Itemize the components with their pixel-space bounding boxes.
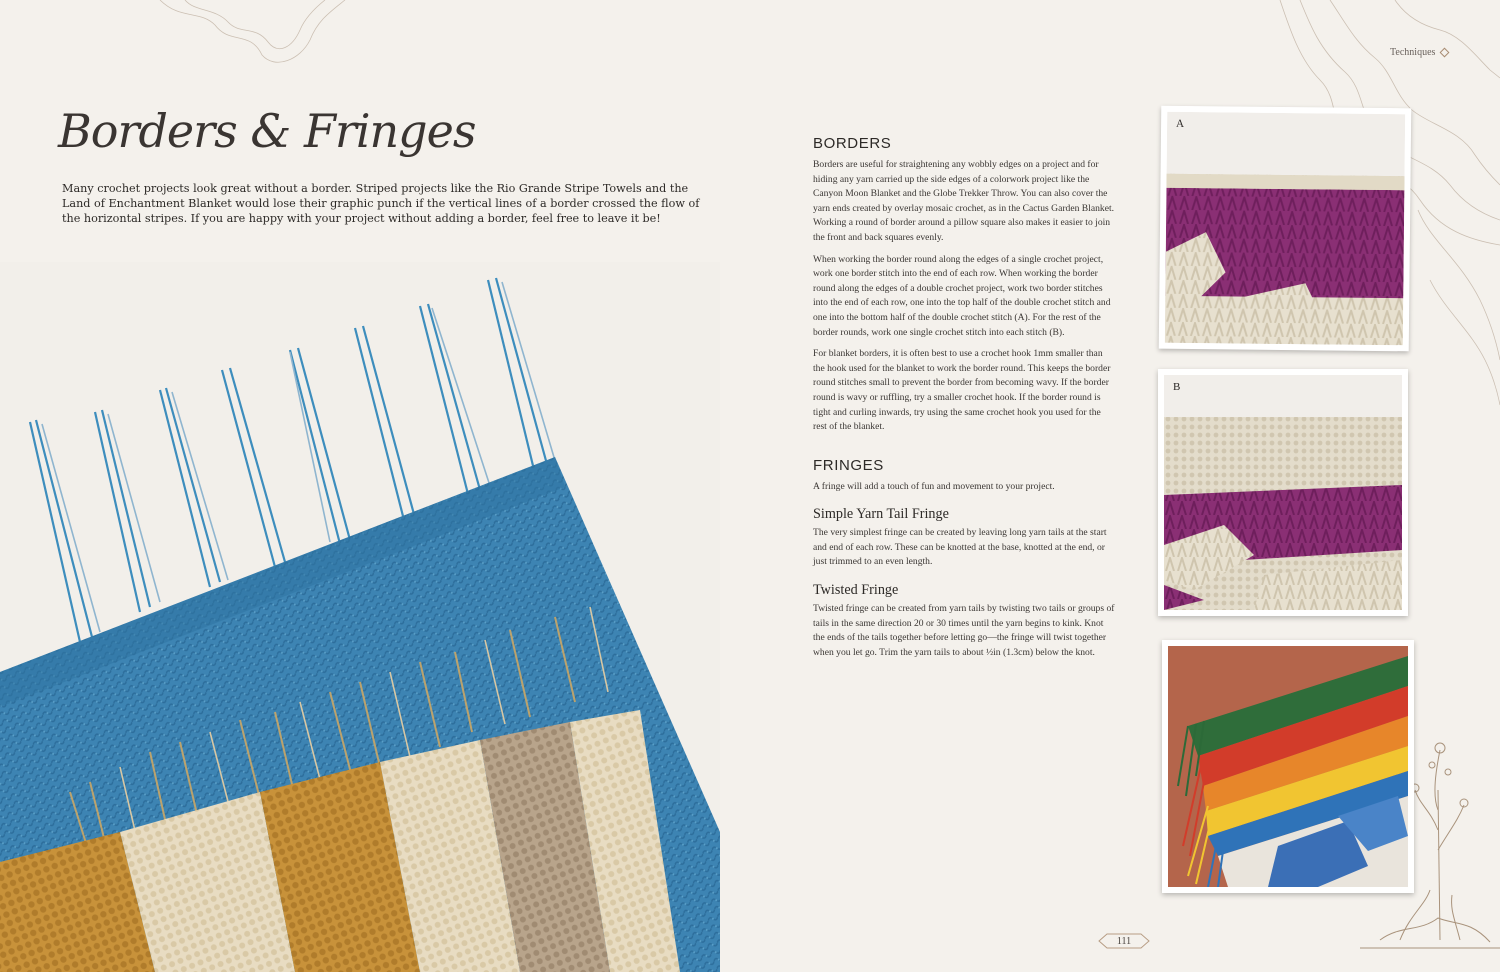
diamond-icon (1440, 48, 1450, 58)
intro-paragraph: Many crochet projects look great without a border. Striped projects like the Rio Grande Stripe Towels and the Land of Enchantment Blanket would lose their graphic punch if the vertical lines of a border crossed the flow of the horizontal stripes. If you are happy with your project without adding a border, feel free to leave it be! (62, 182, 700, 226)
photo-card-b (1158, 369, 1408, 616)
page-number (1097, 930, 1151, 952)
photo-card-c (1162, 640, 1414, 893)
page-number-text: 111 (1116, 935, 1132, 947)
borders-heading: BORDERS (813, 135, 892, 152)
photo-label-a: A (1176, 117, 1185, 130)
border-sample-b-photo (1164, 375, 1402, 610)
blanket-fringe-photo (0, 262, 720, 972)
simple-fringe-heading: Simple Yarn Tail Fringe (813, 506, 949, 523)
page-title: Borders & Fringes (58, 104, 476, 158)
rainbow-fringe-photo (1168, 646, 1408, 887)
simple-fringe-paragraph: The very simplest fringe can be created by leaving long yarn tails at the start and end of each row. These can be knotted at the base, knotted at the end, or just trimmed to an even length. (813, 527, 1107, 568)
twisted-fringe-heading: Twisted Fringe (813, 582, 899, 599)
running-head-text: Techniques (1390, 47, 1436, 58)
fringes-heading: FRINGES (813, 456, 884, 474)
borders-paragraph-1: Borders are useful for straightening any wobbly edges on a project and for hiding any yarn carried up the side edges of a colorwork project like the Canyon Moon Blanket and the Globe Trekker Throw. You can also cover the yarn ends created by overlay mosaic crochet, as in the Cactus Garden Blanket. Working a round of border around a pillow square also makes it easier to join the front and back squares evenly. (813, 159, 1115, 243)
text-column (813, 132, 1115, 667)
running-head (1390, 47, 1448, 58)
fringes-paragraph: A fringe will add a touch of fun and movement to your project. (813, 480, 1055, 492)
photo-label-b: B (1173, 381, 1181, 393)
photo-card-a (1159, 106, 1412, 352)
borders-paragraph-3: For blanket borders, it is often best to use a crochet hook 1mm smaller than the hook used for the blanket to work the border round. This keeps the border round stitches small to prevent the border from becoming wavy. If the border round is wavy or ruffling, try a smaller crochet hook. If the border round is tight and curling inwards, try using the same crochet hook you used for the rest of the blanket. (813, 348, 1111, 433)
borders-paragraph-2: When working the border round along the edges of a single crochet project, work one border stitch into the end of each row. When working the border round along the edges of a double crochet project, work two border stitches into the end of each row, one into the top half of the double crochet stitch and one into the bottom half of the double crochet stitch (A). For the rest of the border rounds, work one single crochet stitch into each stitch (B). (813, 253, 1111, 338)
border-sample-a-photo (1165, 112, 1405, 345)
twisted-fringe-paragraph: Twisted fringe can be created from yarn tails by twisting two tails or groups of tails in the same direction 20 or 30 times until the yarn begins to kink. Knot the ends of the tails together before letting go—the fringe will twist together when you let go. Trim the yarn tails to about ½in (1.3cm) below the knot. (813, 603, 1115, 658)
